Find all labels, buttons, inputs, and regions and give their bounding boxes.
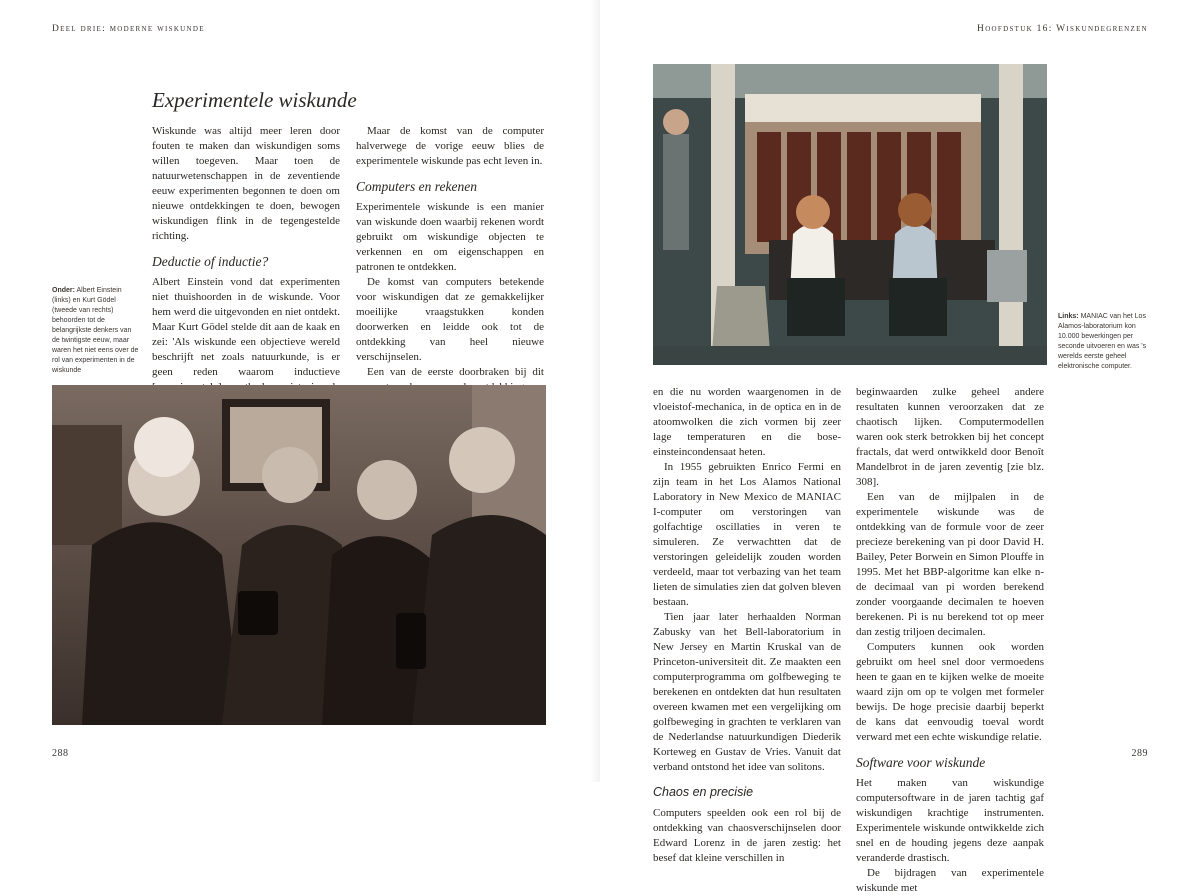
paragraph: Albert Einstein vond dat experimenten niet thuishoorden in de wiskunde. Voor hem werd die uitgevonden en niet ontdekt. Maar Kurt Gödel stelde dit aan de kaak en zei: 'Als wiskunde een objectieve wereld beschrijft net zoals natuurkunde, is er geen reden waarom inductieve [152,276,340,378]
page-number-right: 289 [1131,748,1148,759]
maniac-computer-photo [653,64,1047,365]
right-page [600,0,1200,894]
photo-caption-right [1058,312,1148,372]
einstein-godel-photo [52,385,546,725]
running-head-left: Deel drie: moderne wiskunde [52,24,205,34]
caption-label: Onder: [52,287,75,294]
caption-text: Albert Einstein (links) en Kurt Gödel (tweede van rechts) behoorden tot de belangrijkste denkers van de twintigste eeuw, maar waren het niet eens over de rol van experimenten in de wiskunde [52,287,139,374]
paragraph: beginwaarden zulke geheel andere resultaten kunnen veroorzaken dat ze chaotisch lijken. Computermodellen waren ook sterk betrokken bij het concept fractals, dat werd ontwikkeld door Benoît Mandelbrot in de jaren zeventig [zie blz. 308]. [856,386,1044,488]
left-column-2 [356,124,544,425]
left-column-1 [152,124,340,425]
section-heading: Computers en rekenen [356,179,477,194]
paragraph: De bijdragen van experimentele wiskunde met [856,867,1044,894]
right-column-1 [653,385,841,866]
paragraph: Een van de eerste doorbraken bij dit [367,366,544,378]
paragraph: en die nu worden waargenomen in de vloeistof-mechanica, in de optica en in de atoomwolken die zich vormen bij zeer lage temperaturen en die bose-einsteincondensaat heten. [653,386,841,458]
caption-text: MANIAC van het Los Alamos-laboratorium kon 10.000 bewerkingen per seconde uitvoeren en was 's werelds eerste geheel elektronische computer. [1058,313,1147,370]
paragraph: Maar de komst van de computer halverwege de vorige eeuw blies de experimentele wiskunde pas echt leven in. [356,125,544,167]
paragraph: Tien jaar later herhaalden Norman Zabusky van het Bell-laboratorium in New Jersey en Martin Kruskal van de Princeton-universiteit dit. Ze maakten een computerprogramma om golfbeweging te berekenen en ontdekten dat hun resultaten overeen kwamen met een vergelijking om golfbeweging in grachten te verklaren van de Nederlandse natuurkundigen Diederik Korteweg en Gustav de Vries. Vanuit dat verband ontstond het idee van solitons. [653,611,841,773]
paragraph: In 1955 gebruikten Enrico Fermi en zijn team in het Los Alamos National Laboratory in New Mexico de MANIAC I-computer om verstoringen van golfachtige oscillaties in veren te simuleren. Ze verwachtten dat de verstoringen geleidelijk zouden worden verdeeld, maar tot verbazing van het team lieten de simulaties zien dat golven bleven bestaan. [653,461,841,608]
left-page [0,0,600,782]
paragraph: Een van de mijlpalen in de experimentele wiskunde was de ontdekking van de formule voor de zeer precieze berekening van pi door David H. Bailey, Peter Borwein en Simon Plouffe in 1995. Met het BBP-algoritme kan elke n-de decimaal van pi worden berekend zonder voorgaande decimalen te hoeven berekenen. Pi is nu berekend tot op meer dan zestig triljoen decimalen. [856,491,1044,638]
section-heading: Chaos en precisie [653,785,754,799]
page-number-left: 288 [52,748,69,759]
paragraph: Computers speelden ook een rol bij de ontdekking van chaosverschijnselen door Edward Lorenz in de jaren zestig: het besef dat kleine verschillen in [653,807,841,864]
section-heading: Deductie of inductie? [152,254,269,269]
article-title: Experimentele wiskunde [152,88,357,112]
photo-caption-left [52,286,140,376]
paragraph: Het maken van wiskundige computersoftware in de jaren tachtig gaf wiskundigen krachtige instrumenten. Experimentele wiskunde ontwikkelde zich snel en de houding jegens deze aanpak veranderde drastisch. [856,777,1044,864]
paragraph: Computers kunnen ook worden gebruikt om heel snel door vermoedens heen te gaan en te kijken welke de moeite waard zijn om op te volgen met formeler bewijs. De hoge precisie daarbij beperkt de kans dat eenvoudig toeval wordt verward met een echte wiskundige relatie. [856,641,1044,743]
paragraph: De komst van computers betekende voor wiskundigen dat ze gemakkelijker moeilijke vraagstukken konden doorwerken en leidde ook tot de ontdekking van heel nieuwe verschijnselen. [356,276,544,363]
caption-label: Links: [1058,313,1079,320]
section-heading: Software voor wiskunde [856,755,986,770]
paragraph: Wiskunde was altijd meer leren door fouten te maken dan wiskundigen soms willen toegeven. Maar toen de natuurwetenschappen in de zeventiende eeuw experimenten begonnen te doen om nieuwe ontdekkingen te doen, bewogen wiskundigen flink in de tegengestelde richting. [152,125,340,242]
running-head-right: Hoofdstuk 16: Wiskundegrenzen [977,24,1148,34]
paragraph: Experimentele wiskunde is een manier van wiskunde doen waarbij rekenen wordt gebruikt om wiskundige objecten te verkennen en om eigenschappen en patronen te ontdekken. [356,201,544,273]
right-column-2 [856,385,1044,896]
